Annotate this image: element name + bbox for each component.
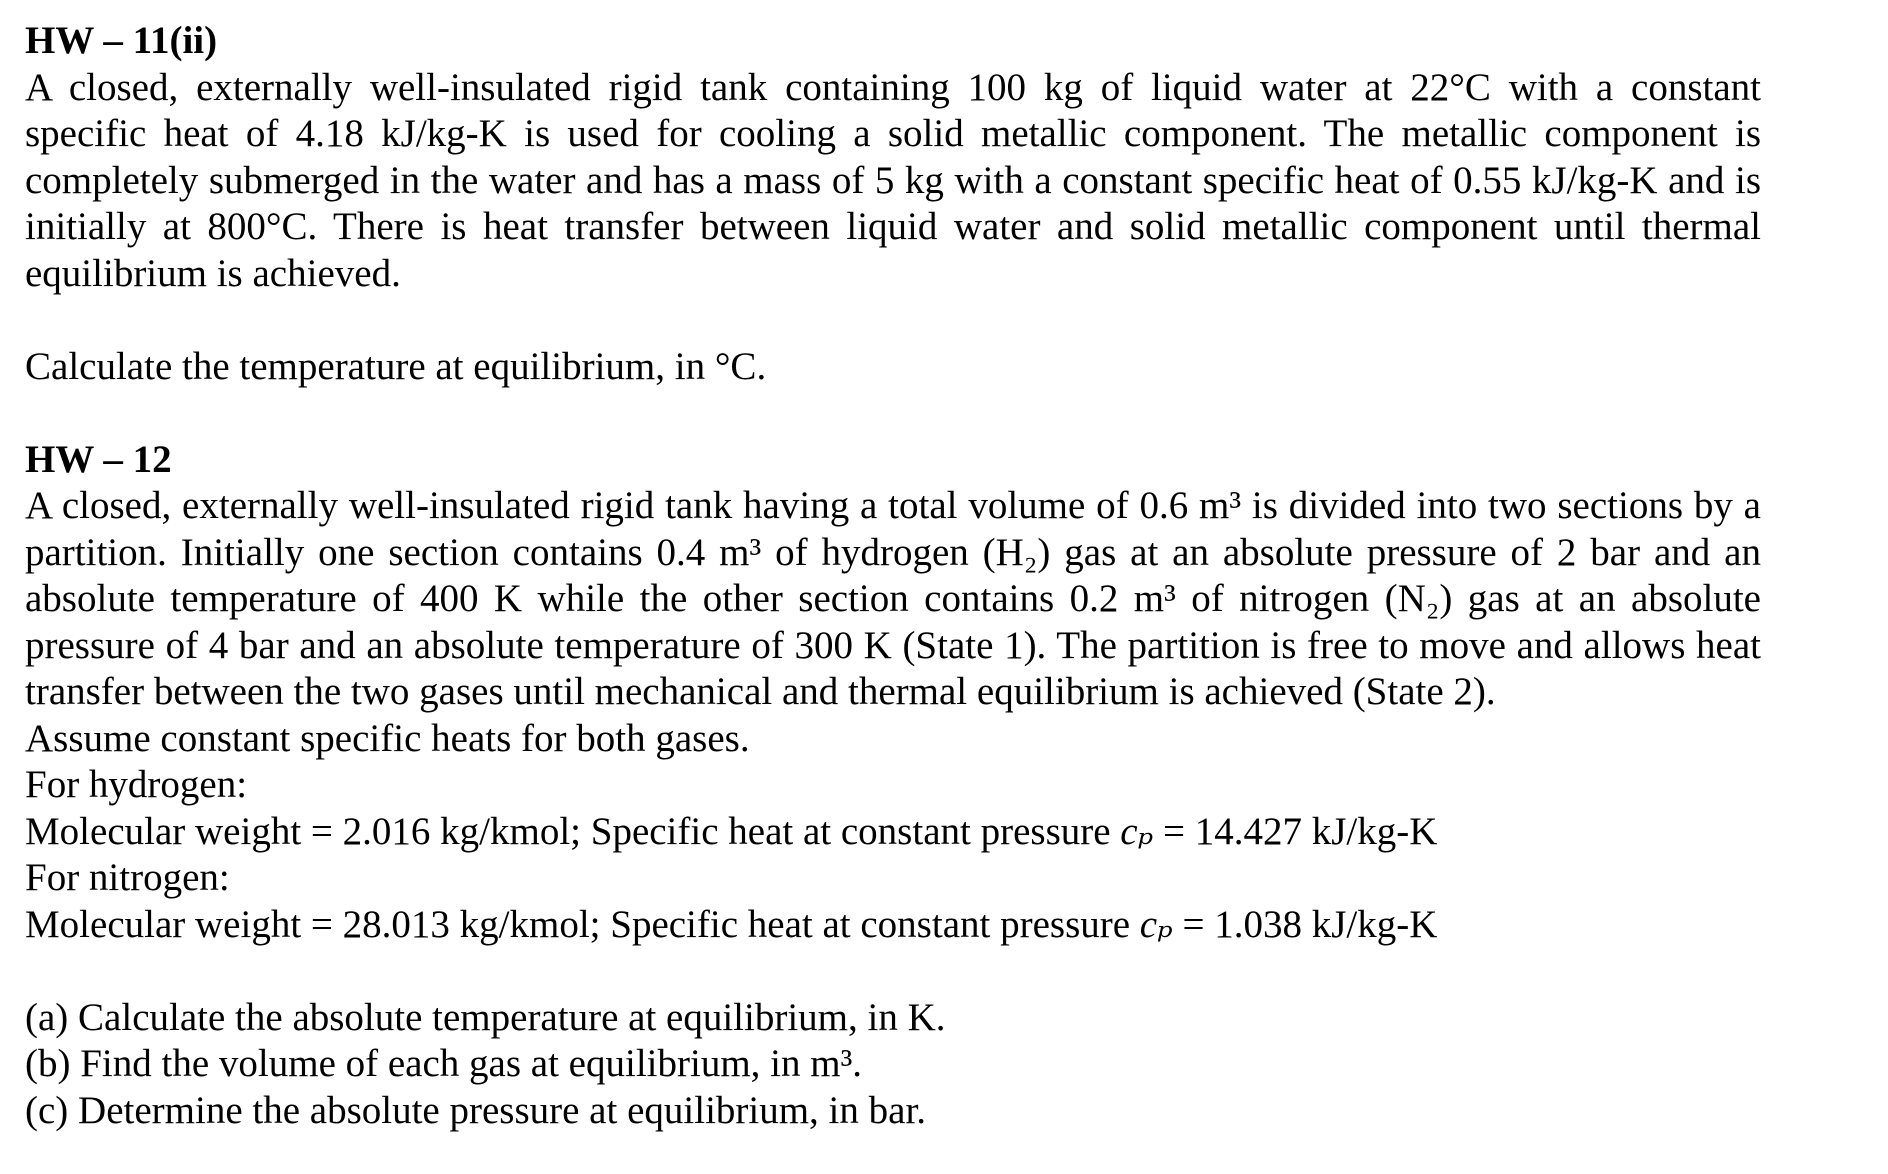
hw11-section bbox=[25, 18, 1761, 390]
hydrogen-props-suffix: = 14.427 kJ/kg-K bbox=[1153, 809, 1438, 853]
nitrogen-cp-symbol: cₚ bbox=[1139, 902, 1173, 946]
hw11-problem-text: A closed, externally well-insulated rigid tank containing 100 kg of liquid water at 22°C with a constant specific heat of 4.18 kJ/kg-K is used for cooling a solid metallic component. The metallic component is completely submerged in the water and has a mass of 5 kg with a constant specific heat of 0.55 kJ/kg-K and is initially at 800°C. There is heat transfer between liquid water and solid metallic component until thermal equilibrium is achieved. bbox=[25, 65, 1761, 295]
hydrogen-label: For hydrogen: bbox=[25, 763, 248, 806]
spacer bbox=[25, 297, 1761, 344]
document-page bbox=[25, 18, 1761, 1134]
hw12-part-a: (a) Calculate the absolute temperature at equilibrium, in K. bbox=[25, 995, 946, 1039]
hw11-heading: HW – 11(ii) bbox=[25, 19, 218, 62]
hw12-assumption: Assume constant specific heats for both gases. bbox=[25, 716, 750, 760]
spacer bbox=[25, 948, 1761, 995]
hw11-question: Calculate the temperature at equilibrium, in °C. bbox=[25, 344, 767, 388]
nitrogen-props-suffix: = 1.038 kJ/kg-K bbox=[1172, 902, 1438, 946]
hw12-heading: HW – 12 bbox=[25, 437, 172, 481]
hw12-part-c: (c) Determine the absolute pressure at equilibrium, in bar. bbox=[25, 1088, 927, 1132]
nitrogen-label: For nitrogen: bbox=[25, 856, 230, 899]
hydrogen-props-prefix: Molecular weight = 2.016 kg/kmol; Specific heat at constant pressure bbox=[25, 809, 1121, 853]
hydrogen-cp-symbol: cₚ bbox=[1120, 809, 1154, 853]
hw12-problem-text: A closed, externally well-insulated rigid tank having a total volume of 0.6 m³ is divided into two sections by a partition. Initially one section contains 0.4 m³ of hydrogen (H₂) gas at an absolute pressure of 2 bar and an absolute temperature of 400 K while the other section contains 0.2 m³ of nitrogen (N₂) gas at an absolute pressure of 4 bar and an absolute temperature of 300 K (State 1). The partition is free to move and allows heat transfer between the two gases until mechanical and thermal equilibrium is achieved (State 2). bbox=[25, 484, 1761, 713]
nitrogen-props-prefix: Molecular weight = 28.013 kg/kmol; Specific heat at constant pressure bbox=[25, 902, 1140, 946]
nitrogen-properties bbox=[25, 902, 1761, 949]
hydrogen-properties bbox=[25, 809, 1761, 856]
spacer bbox=[25, 390, 1761, 437]
hw12-part-b: (b) Find the volume of each gas at equilibrium, in m³. bbox=[25, 1042, 863, 1085]
hw12-section bbox=[25, 437, 1761, 1135]
